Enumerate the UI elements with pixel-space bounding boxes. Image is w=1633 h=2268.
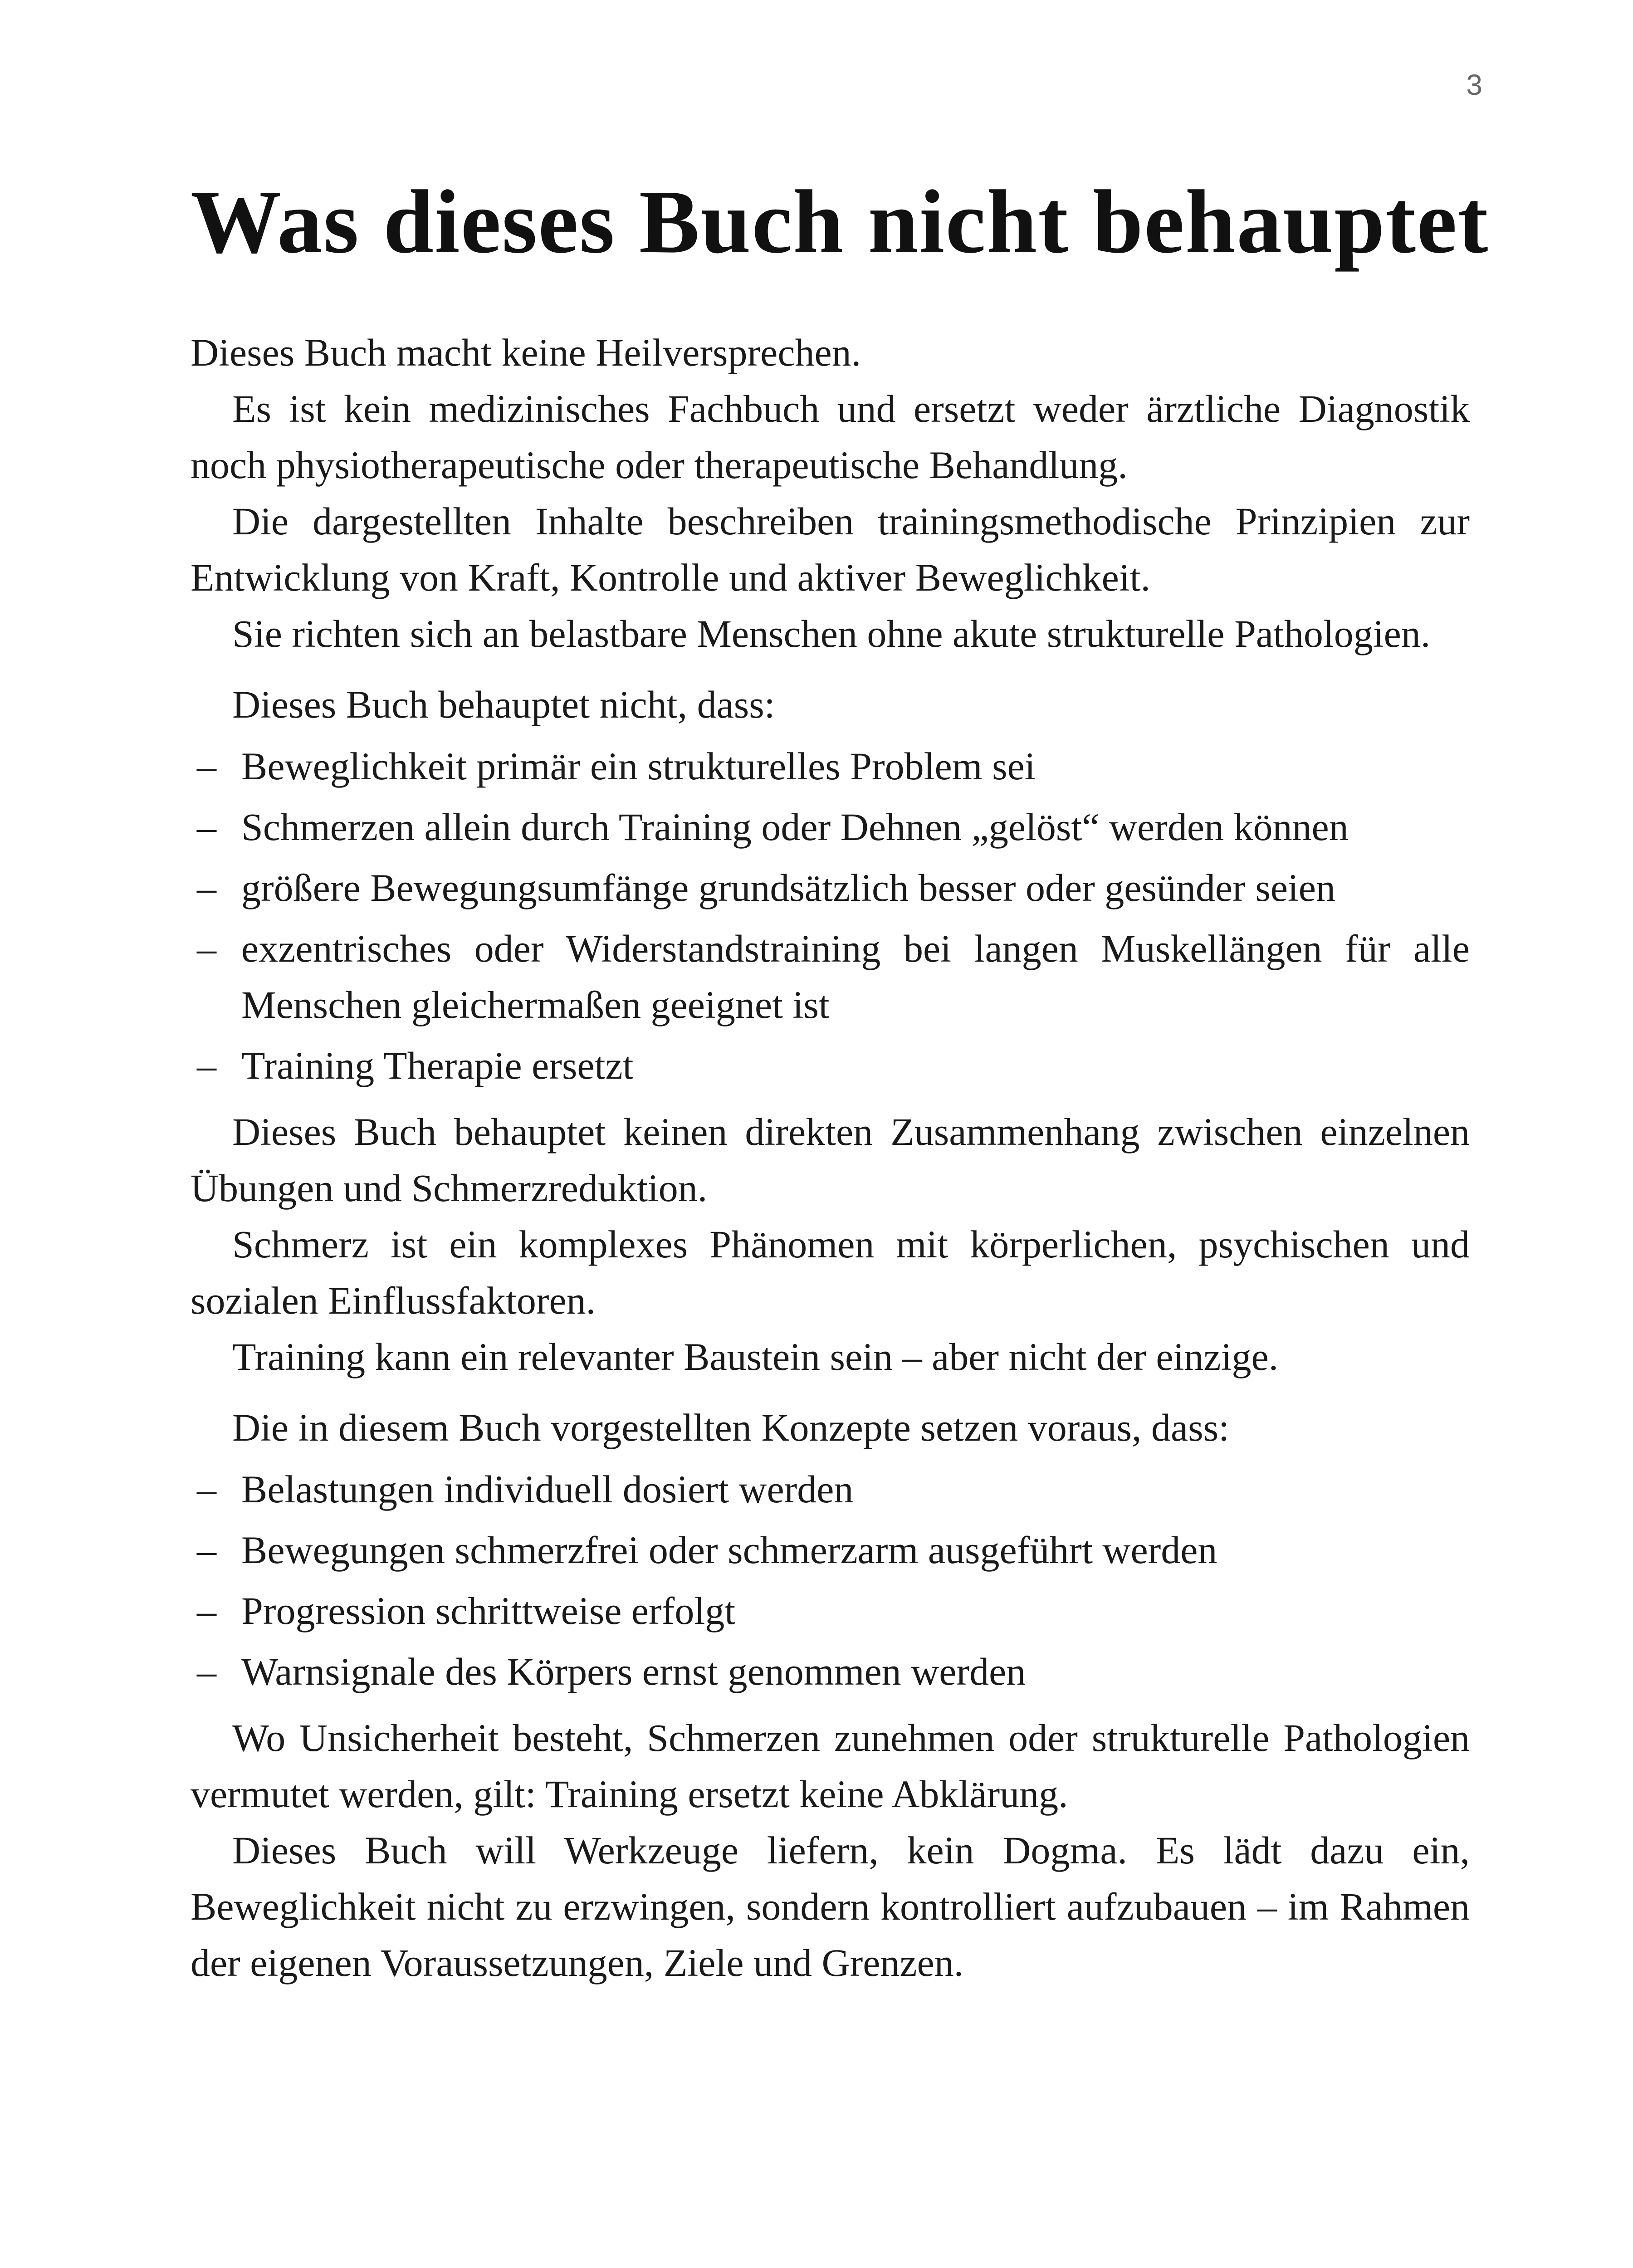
- list-item: [191, 1522, 1470, 1578]
- intro-paragraph-3: Die dargestellten Inhalte beschreiben trainingsmethodische Prinzipien zur Entwicklung von Kraft, Kontrolle und aktiver Beweglichkeit.: [191, 499, 1470, 599]
- list-item-text: Bewegungen schmerzfrei oder schmerzarm ausgeführt werden: [241, 1528, 1217, 1572]
- list-gap: [191, 1704, 1470, 1710]
- pain-paragraph-3: Training kann ein relevanter Baustein sein – aber nicht der einzige.: [232, 1335, 1279, 1378]
- requirements-list: [191, 1461, 1470, 1700]
- closing-paragraph-1: Wo Unsicherheit besteht, Schmerzen zunehmen oder strukturelle Pathologien vermutet werden, gilt: Training ersetzt keine Abklärung.: [191, 1716, 1470, 1816]
- list-item-text: Beweglichkeit primär ein strukturelles Problem sei: [241, 744, 1036, 788]
- dash-bullet: –: [197, 866, 216, 909]
- list-item: [191, 860, 1470, 916]
- list-item: [191, 1583, 1470, 1639]
- list-gap: [191, 1456, 1470, 1461]
- body-text: [191, 324, 1470, 1991]
- section-gap: [191, 662, 1470, 676]
- intro-paragraph-1: Dieses Buch macht keine Heilversprechen.: [191, 331, 861, 374]
- list-item: [191, 920, 1470, 1033]
- dash-bullet: –: [197, 805, 216, 849]
- list-item: [191, 1037, 1470, 1094]
- page-title: Was dieses Buch nicht behauptet: [191, 172, 1489, 272]
- dash-bullet: –: [197, 1467, 216, 1511]
- claims-lead: Dieses Buch behauptet nicht, dass:: [232, 683, 775, 726]
- intro-paragraph-2: Es ist kein medizinisches Fachbuch und ersetzt weder ärztliche Diagnostik noch physiotherapeutische oder therapeutische Behandlung.: [191, 387, 1470, 487]
- dash-bullet: –: [197, 1044, 216, 1087]
- list-item-text: Training Therapie ersetzt: [241, 1044, 634, 1087]
- list-item: [191, 1461, 1470, 1517]
- dash-bullet: –: [197, 744, 216, 788]
- closing-paragraph-2: Dieses Buch will Werkzeuge liefern, kein Dogma. Es lädt dazu ein, Beweglichkeit nicht zu erzwingen, sondern kontrolliert aufzubauen – im Rahmen der eigenen Voraussetzungen, Ziele und Grenzen.: [191, 1828, 1470, 1984]
- dash-bullet: –: [197, 1589, 216, 1633]
- list-item-text: Schmerzen allein durch Training oder Dehnen „gelöst“ werden können: [241, 805, 1349, 849]
- section-gap: [191, 1385, 1470, 1399]
- dash-bullet: –: [197, 1650, 216, 1693]
- requirements-lead: Die in diesem Buch vorgestellten Konzepte setzen voraus, dass:: [232, 1406, 1229, 1449]
- intro-paragraph-4: Sie richten sich an belastbare Menschen ohne akute strukturelle Pathologien.: [232, 612, 1431, 655]
- list-gap: [191, 733, 1470, 738]
- claims-list: [191, 738, 1470, 1094]
- list-item-text: Warnsignale des Körpers ernst genommen werden: [241, 1650, 1026, 1693]
- list-item-text: größere Bewegungsumfänge grundsätzlich besser oder gesünder seien: [241, 866, 1335, 909]
- dash-bullet: –: [197, 1528, 216, 1572]
- list-item: [191, 738, 1470, 794]
- pain-paragraph-2: Schmerz ist ein komplexes Phänomen mit körperlichen, psychischen und sozialen Einflussfaktoren.: [191, 1222, 1470, 1322]
- list-item: [191, 1643, 1470, 1700]
- list-gap: [191, 1098, 1470, 1104]
- list-item-text: Belastungen individuell dosiert werden: [241, 1467, 854, 1511]
- dash-bullet: –: [197, 927, 216, 970]
- page-number: 3: [1466, 68, 1483, 101]
- pain-paragraph-1: Dieses Buch behauptet keinen direkten Zusammenhang zwischen einzelnen Übungen und Schmerzreduktion.: [191, 1110, 1470, 1210]
- list-item: [191, 799, 1470, 855]
- list-item-text: exzentrisches oder Widerstandstraining bei langen Muskellängen für alle Menschen gleichermaßen geeignet ist: [241, 927, 1470, 1026]
- list-item-text: Progression schrittweise erfolgt: [241, 1589, 736, 1633]
